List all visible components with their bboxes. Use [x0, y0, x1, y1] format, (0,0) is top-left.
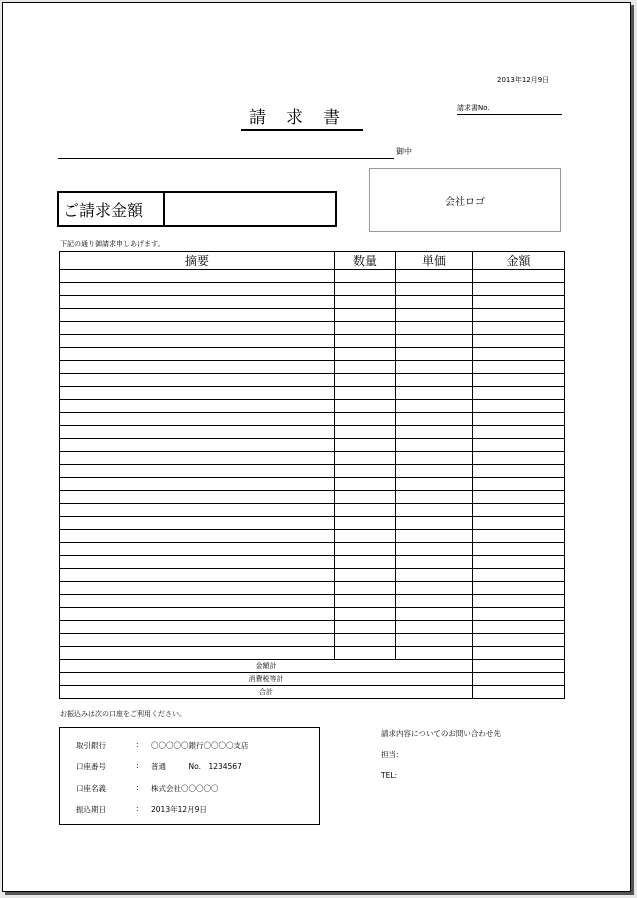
inquiry-title: 請求内容についてのお問い合わせ先: [381, 729, 501, 738]
table-row: [60, 413, 565, 426]
item-description-cell[interactable]: [60, 361, 335, 374]
bank-key: 口座番号: [76, 762, 106, 771]
table-row: [60, 634, 565, 647]
table-row: [60, 530, 565, 543]
item-amount-cell[interactable]: [473, 270, 565, 283]
item-description-cell[interactable]: [60, 582, 335, 595]
table-row: [60, 374, 565, 387]
item-description-cell[interactable]: [60, 283, 335, 296]
item-quantity-cell[interactable]: [335, 348, 396, 361]
item-description-cell[interactable]: [60, 621, 335, 634]
table-row: [60, 621, 565, 634]
colon: :: [136, 804, 139, 813]
header-unit-price: 単価: [396, 252, 473, 270]
header-quantity: 数量: [335, 252, 396, 270]
total-label: 合計: [60, 686, 473, 699]
item-unit-price-cell[interactable]: [396, 361, 473, 374]
table-row: [60, 608, 565, 621]
item-description-cell[interactable]: [60, 374, 335, 387]
bank-row-due-date: [76, 804, 207, 815]
item-amount-cell[interactable]: [473, 400, 565, 413]
billing-amount-box: [57, 191, 337, 227]
item-quantity-cell[interactable]: [335, 608, 396, 621]
table-row: [60, 348, 565, 361]
table-row: [60, 322, 565, 335]
item-description-cell[interactable]: [60, 400, 335, 413]
item-amount-cell[interactable]: [473, 374, 565, 387]
total-value[interactable]: [473, 686, 565, 699]
logo-text: 会社ロゴ: [445, 196, 485, 208]
item-quantity-cell[interactable]: [335, 647, 396, 660]
item-amount-cell[interactable]: [473, 439, 565, 452]
item-unit-price-cell[interactable]: [396, 387, 473, 400]
bank-key: 取引銀行: [76, 741, 106, 750]
item-amount-cell[interactable]: [473, 387, 565, 400]
item-description-cell[interactable]: [60, 595, 335, 608]
item-description-cell[interactable]: [60, 465, 335, 478]
item-quantity-cell[interactable]: [335, 465, 396, 478]
item-unit-price-cell[interactable]: [396, 270, 473, 283]
colon: :: [136, 761, 139, 770]
tax-row: [60, 673, 565, 686]
item-amount-cell[interactable]: [473, 413, 565, 426]
item-unit-price-cell[interactable]: [396, 647, 473, 660]
item-unit-price-cell[interactable]: [396, 309, 473, 322]
item-amount-cell[interactable]: [473, 543, 565, 556]
table-row: [60, 400, 565, 413]
bank-row-account-holder: [76, 783, 219, 794]
item-unit-price-cell[interactable]: [396, 543, 473, 556]
table-row: [60, 491, 565, 504]
item-unit-price-cell[interactable]: [396, 478, 473, 491]
item-amount-cell[interactable]: [473, 465, 565, 478]
item-description-cell[interactable]: [60, 569, 335, 582]
item-amount-cell[interactable]: [473, 634, 565, 647]
item-description-cell[interactable]: [60, 491, 335, 504]
bank-row-bank: [76, 740, 249, 751]
item-amount-cell[interactable]: [473, 647, 565, 660]
item-amount-cell[interactable]: [473, 517, 565, 530]
item-amount-cell[interactable]: [473, 322, 565, 335]
item-unit-price-cell[interactable]: [396, 556, 473, 569]
item-unit-price-cell[interactable]: [396, 426, 473, 439]
item-quantity-cell[interactable]: [335, 634, 396, 647]
item-description-cell[interactable]: [60, 452, 335, 465]
item-unit-price-cell[interactable]: [396, 283, 473, 296]
table-row: [60, 439, 565, 452]
item-amount-cell[interactable]: [473, 335, 565, 348]
item-amount-cell[interactable]: [473, 569, 565, 582]
item-quantity-cell[interactable]: [335, 426, 396, 439]
item-quantity-cell[interactable]: [335, 439, 396, 452]
honorific: 御中: [396, 147, 412, 156]
table-row: [60, 595, 565, 608]
subtotal-row: [60, 660, 565, 673]
issue-date: 2013年12月9日: [497, 76, 550, 84]
inquiry-person-label: 担当:: [381, 750, 399, 759]
item-quantity-cell[interactable]: [335, 504, 396, 517]
colon: :: [136, 783, 139, 792]
table-body: [60, 270, 565, 660]
item-quantity-cell[interactable]: [335, 569, 396, 582]
item-amount-cell[interactable]: [473, 478, 565, 491]
item-quantity-cell[interactable]: [335, 517, 396, 530]
item-quantity-cell[interactable]: [335, 335, 396, 348]
item-description-cell[interactable]: [60, 647, 335, 660]
table-row: [60, 335, 565, 348]
item-description-cell[interactable]: [60, 322, 335, 335]
item-quantity-cell[interactable]: [335, 543, 396, 556]
item-amount-cell[interactable]: [473, 582, 565, 595]
item-unit-price-cell[interactable]: [396, 621, 473, 634]
item-description-cell[interactable]: [60, 270, 335, 283]
item-quantity-cell[interactable]: [335, 452, 396, 465]
item-unit-price-cell[interactable]: [396, 504, 473, 517]
subtotal-label: 金額計: [60, 660, 473, 673]
item-unit-price-cell[interactable]: [396, 452, 473, 465]
item-quantity-cell[interactable]: [335, 491, 396, 504]
table-row: [60, 556, 565, 569]
billing-amount-label: ご請求金額: [59, 193, 165, 225]
item-quantity-cell[interactable]: [335, 322, 396, 335]
bank-key: 振込期日: [76, 805, 106, 814]
item-amount-cell[interactable]: [473, 608, 565, 621]
table-row: [60, 452, 565, 465]
table-row: [60, 582, 565, 595]
item-unit-price-cell[interactable]: [396, 296, 473, 309]
table-row: [60, 647, 565, 660]
item-unit-price-cell[interactable]: [396, 634, 473, 647]
item-unit-price-cell[interactable]: [396, 595, 473, 608]
item-description-cell[interactable]: [60, 335, 335, 348]
total-row: [60, 686, 565, 699]
item-description-cell[interactable]: [60, 517, 335, 530]
item-description-cell[interactable]: [60, 387, 335, 400]
table-row: [60, 426, 565, 439]
tax-label: 消費税等計: [60, 673, 473, 686]
item-unit-price-cell[interactable]: [396, 335, 473, 348]
item-amount-cell[interactable]: [473, 296, 565, 309]
table-row: [60, 569, 565, 582]
item-amount-cell[interactable]: [473, 491, 565, 504]
transfer-note: お振込みは次の口座をご利用ください。: [60, 710, 186, 718]
item-amount-cell[interactable]: [473, 452, 565, 465]
item-description-cell[interactable]: [60, 608, 335, 621]
table-row: [60, 283, 565, 296]
item-unit-price-cell[interactable]: [396, 322, 473, 335]
document-title: 請求書: [241, 103, 363, 131]
table-row: [60, 361, 565, 374]
item-quantity-cell[interactable]: [335, 361, 396, 374]
item-unit-price-cell[interactable]: [396, 413, 473, 426]
item-description-cell[interactable]: [60, 309, 335, 322]
item-unit-price-cell[interactable]: [396, 608, 473, 621]
client-name-line[interactable]: [58, 157, 394, 159]
item-description-cell[interactable]: [60, 439, 335, 452]
item-description-cell[interactable]: [60, 543, 335, 556]
item-quantity-cell[interactable]: [335, 556, 396, 569]
item-unit-price-cell[interactable]: [396, 530, 473, 543]
item-description-cell[interactable]: [60, 504, 335, 517]
table-row: [60, 387, 565, 400]
item-quantity-cell[interactable]: [335, 582, 396, 595]
item-description-cell[interactable]: [60, 413, 335, 426]
item-unit-price-cell[interactable]: [396, 517, 473, 530]
item-quantity-cell[interactable]: [335, 530, 396, 543]
bank-info-box: [59, 727, 320, 825]
inquiry-tel-label: TEL:: [381, 771, 398, 780]
item-amount-cell[interactable]: [473, 530, 565, 543]
item-unit-price-cell[interactable]: [396, 582, 473, 595]
item-amount-cell[interactable]: [473, 348, 565, 361]
line-items-table: [59, 251, 565, 699]
item-unit-price-cell[interactable]: [396, 348, 473, 361]
item-quantity-cell[interactable]: [335, 387, 396, 400]
item-quantity-cell[interactable]: [335, 309, 396, 322]
item-description-cell[interactable]: [60, 530, 335, 543]
item-amount-cell[interactable]: [473, 621, 565, 634]
bank-value: 2013年12月9日: [151, 805, 207, 814]
item-description-cell[interactable]: [60, 348, 335, 361]
item-quantity-cell[interactable]: [335, 283, 396, 296]
item-unit-price-cell[interactable]: [396, 465, 473, 478]
subtotal-value[interactable]: [473, 660, 565, 673]
bank-value: 〇〇〇〇〇銀行〇〇〇〇支店: [151, 741, 249, 750]
bank-row-account-number: [76, 761, 242, 772]
item-description-cell[interactable]: [60, 296, 335, 309]
bank-value: 普通 No. 1234567: [151, 762, 242, 771]
item-quantity-cell[interactable]: [335, 413, 396, 426]
item-amount-cell[interactable]: [473, 361, 565, 374]
item-quantity-cell[interactable]: [335, 400, 396, 413]
billing-amount-value[interactable]: [165, 193, 335, 225]
invoice-sheet: [2, 2, 631, 892]
item-amount-cell[interactable]: [473, 283, 565, 296]
colon: :: [136, 740, 139, 749]
header-description: 摘要: [60, 252, 335, 270]
table-row: [60, 296, 565, 309]
item-amount-cell[interactable]: [473, 426, 565, 439]
invoice-number-field[interactable]: 請求書No.: [457, 103, 562, 115]
header-amount: 金額: [473, 252, 565, 270]
table-row: [60, 465, 565, 478]
item-quantity-cell[interactable]: [335, 296, 396, 309]
item-amount-cell[interactable]: [473, 504, 565, 517]
item-description-cell[interactable]: [60, 478, 335, 491]
item-amount-cell[interactable]: [473, 595, 565, 608]
table-row: [60, 543, 565, 556]
item-amount-cell[interactable]: [473, 309, 565, 322]
item-unit-price-cell[interactable]: [396, 491, 473, 504]
item-quantity-cell[interactable]: [335, 270, 396, 283]
table-row: [60, 309, 565, 322]
table-row: [60, 478, 565, 491]
bank-value: 株式会社〇〇〇〇〇: [151, 784, 219, 793]
item-description-cell[interactable]: [60, 556, 335, 569]
item-quantity-cell[interactable]: [335, 595, 396, 608]
item-unit-price-cell[interactable]: [396, 374, 473, 387]
item-description-cell[interactable]: [60, 426, 335, 439]
bank-key: 口座名義: [76, 784, 106, 793]
intro-text: 下記の通り御請求申しあげます。: [60, 240, 165, 248]
item-quantity-cell[interactable]: [335, 478, 396, 491]
company-logo-box: [369, 168, 561, 232]
item-description-cell[interactable]: [60, 634, 335, 647]
table-row: [60, 504, 565, 517]
tax-value[interactable]: [473, 673, 565, 686]
item-quantity-cell[interactable]: [335, 374, 396, 387]
table-row: [60, 517, 565, 530]
item-amount-cell[interactable]: [473, 556, 565, 569]
item-unit-price-cell[interactable]: [396, 439, 473, 452]
item-quantity-cell[interactable]: [335, 621, 396, 634]
item-unit-price-cell[interactable]: [396, 569, 473, 582]
item-unit-price-cell[interactable]: [396, 400, 473, 413]
table-header-row: [60, 252, 565, 270]
table-row: [60, 270, 565, 283]
